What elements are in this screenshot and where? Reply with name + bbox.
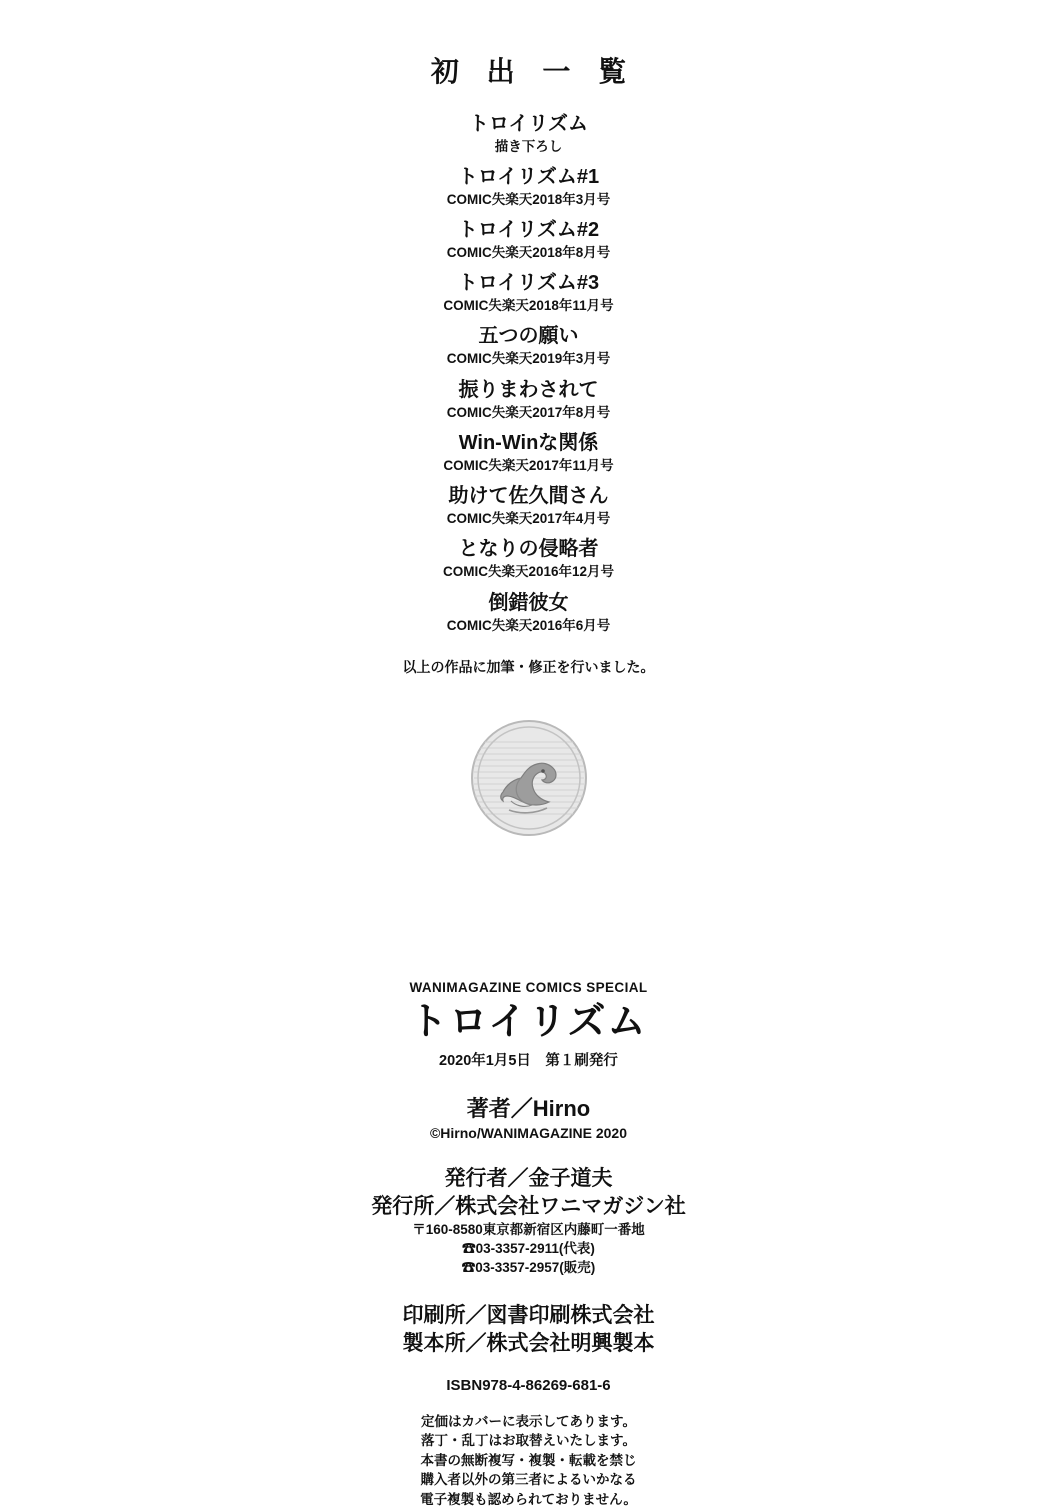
credit-title: トロイリズム [469,112,588,135]
credit-entry [0,590,1057,635]
colophon-copyright: ©Hirno/WANIMAGAZINE 2020 [429,1124,627,1141]
colophon-phone-sales: ☎03-3357-2957(販売) [461,1260,596,1276]
legal-line: 電子複製も認められておりません。 [420,1491,637,1507]
credit-entry [0,377,1057,422]
colophon-printer: 印刷所／図書印刷株式会社 [402,1304,655,1328]
credit-entry [0,483,1057,528]
legal-line: 落丁・乱丁はお取替えいたします。 [421,1433,636,1449]
credit-source: COMIC失楽天2017年4月号 [446,511,611,527]
credit-title: Win-Winな関係 [458,431,599,454]
spacer [0,1278,1057,1302]
credit-source: COMIC失楽天2016年12月号 [442,564,615,580]
credit-entry [0,164,1057,209]
credit-source: COMIC失楽天2018年11月号 [443,298,614,314]
colophon-section [0,980,1057,1510]
credits-section [0,55,1057,677]
credit-title: 倒錯彼女 [488,591,569,614]
credit-entry [0,536,1057,581]
credit-title: となりの侵略者 [458,538,599,561]
colophon-isbn: ISBN978-4-86269-681-6 [446,1376,611,1394]
legal-notice [0,1412,1057,1510]
colophon-publisher-person: 発行者／金子道夫 [444,1166,613,1190]
colophon-title: トロイリズム [409,1001,648,1043]
credit-source: COMIC失楽天2018年8月号 [446,245,611,261]
credit-entry [0,217,1057,262]
credit-title: トロイリズム#1 [457,165,600,188]
legal-line: 定価はカバーに表示してあります。 [421,1413,636,1429]
credit-entry [0,430,1057,475]
credit-entry [0,270,1057,315]
credit-title: トロイリズム#2 [457,219,600,242]
credits-heading: 初 出 一 覧 [430,56,637,87]
credit-title: トロイリズム#3 [457,272,600,295]
credit-title: 五つの願い [478,325,579,348]
credit-source: COMIC失楽天2017年8月号 [446,404,611,420]
colophon-date: 2020年1月5日 第１刷発行 [439,1052,618,1069]
colophon-phone-main: ☎03-3357-2911(代表) [462,1241,595,1257]
colophon-address: 〒160-8580東京都新宿区内藤町一番地 [412,1222,645,1238]
colophon-series: WANIMAGAZINE COMICS SPECIAL [409,980,648,995]
credits-note: 以上の作品に加筆・修正を行いました。 [402,658,655,675]
credit-title: 助けて佐久間さん [448,485,609,508]
credit-source: COMIC失楽天2017年11月号 [443,457,614,473]
legal-line: 本書の無断複写・複製・転載を禁じ [420,1452,637,1468]
credit-source: COMIC失楽天2016年6月号 [446,617,611,633]
legal-line: 購入者以外の第三者によるいかなる [420,1472,637,1488]
credit-source: 描き下ろし [494,138,563,154]
spacer [0,1359,1057,1377]
publisher-emblem [0,718,1057,843]
credit-title: 振りまわされて [458,378,599,401]
credit-source: COMIC失楽天2019年3月号 [446,351,611,367]
credit-source: COMIC失楽天2018年3月号 [446,191,611,207]
credit-entry [0,323,1057,368]
colophon-author: 著者／Hirno [466,1095,591,1121]
publisher-crest-icon [469,718,589,838]
colophon-binder: 製本所／株式会社明興製本 [402,1332,655,1356]
colophon-publisher-company: 発行所／株式会社ワニマガジン社 [371,1195,686,1219]
credit-entry [0,111,1057,156]
